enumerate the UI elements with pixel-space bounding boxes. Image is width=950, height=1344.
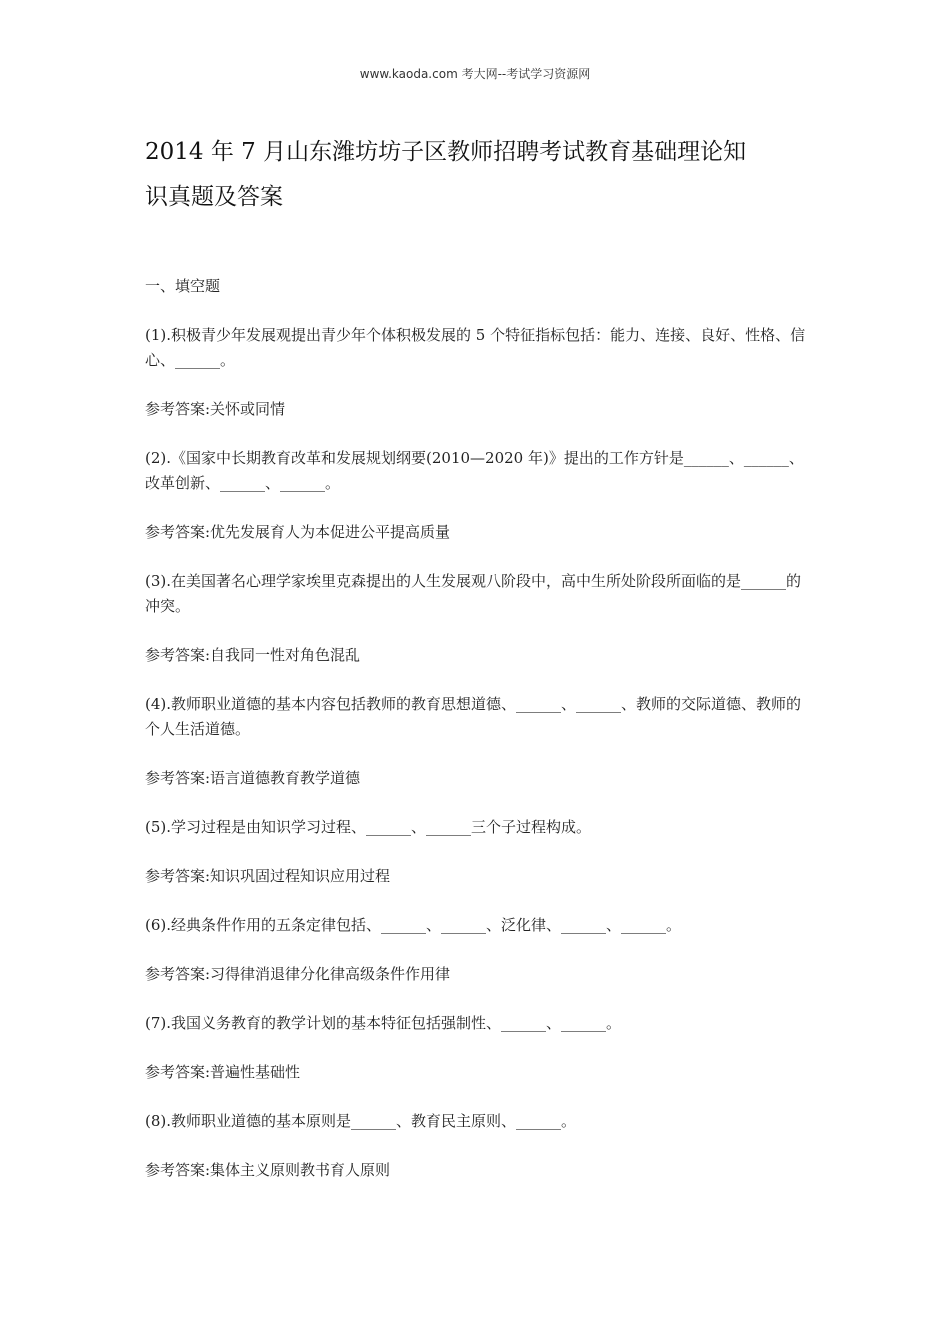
question-4-text: (4).教师职业道德的基本内容包括教师的教育思想道德、______、______、教师的交际道德、教师的个人生活道德。: [145, 695, 802, 738]
question-8-text: (8).教师职业道德的基本原则是______、教育民主原则、______。: [145, 1112, 577, 1130]
question-3-text: (3).在美国著名心理学家埃里克森提出的人生发展观八阶段中，高中生所处阶段所面临的是______的冲突。: [145, 572, 802, 615]
question-6-text: (6).经典条件作用的五条定律包括、______、______、泛化律、______、______。: [145, 916, 682, 934]
question-6-answer: 参考答案:习得律消退律分化律高级条件作用律: [145, 965, 451, 983]
question-7-answer: 参考答案:普遍性基础性: [145, 1063, 301, 1081]
question-1-answer: 参考答案:关怀或同情: [145, 400, 286, 418]
document-title-line-2: 识真题及答案: [145, 184, 283, 210]
document-content: [145, 274, 810, 1207]
document-title: [145, 130, 810, 220]
question-7-text: (7).我国义务教育的教学计划的基本特征包括强制性、______、______。: [145, 1014, 622, 1032]
question-3-answer: 参考答案:自我同一性对角色混乱: [145, 646, 361, 664]
question-5-text: (5).学习过程是由知识学习过程、______、______三个子过程构成。: [145, 818, 592, 836]
document-title-line-1: 2014 年 7 月山东潍坊坊子区教师招聘考试教育基础理论知: [145, 139, 747, 165]
question-1-text: (1).积极青少年发展观提出青少年个体积极发展的 5 个特征指标包括：能力、连接、良好、性格、信心、______。: [145, 326, 806, 369]
question-5-answer: 参考答案:知识巩固过程知识应用过程: [145, 867, 391, 885]
section-heading: 一、填空题: [145, 277, 221, 295]
question-4-answer: 参考答案:语言道德教育教学道德: [145, 769, 361, 787]
site-header: www.kaoda.com 考大网--考试学习资源网: [359, 67, 591, 81]
question-8-answer: 参考答案:集体主义原则教书育人原则: [145, 1161, 391, 1179]
question-2-text: (2).《国家中长期教育改革和发展规划纲要(2010—2020 年)》提出的工作方针是______、______、改革创新、______、______。: [145, 449, 804, 492]
question-2-answer: 参考答案:优先发展育人为本促进公平提高质量: [145, 523, 451, 541]
